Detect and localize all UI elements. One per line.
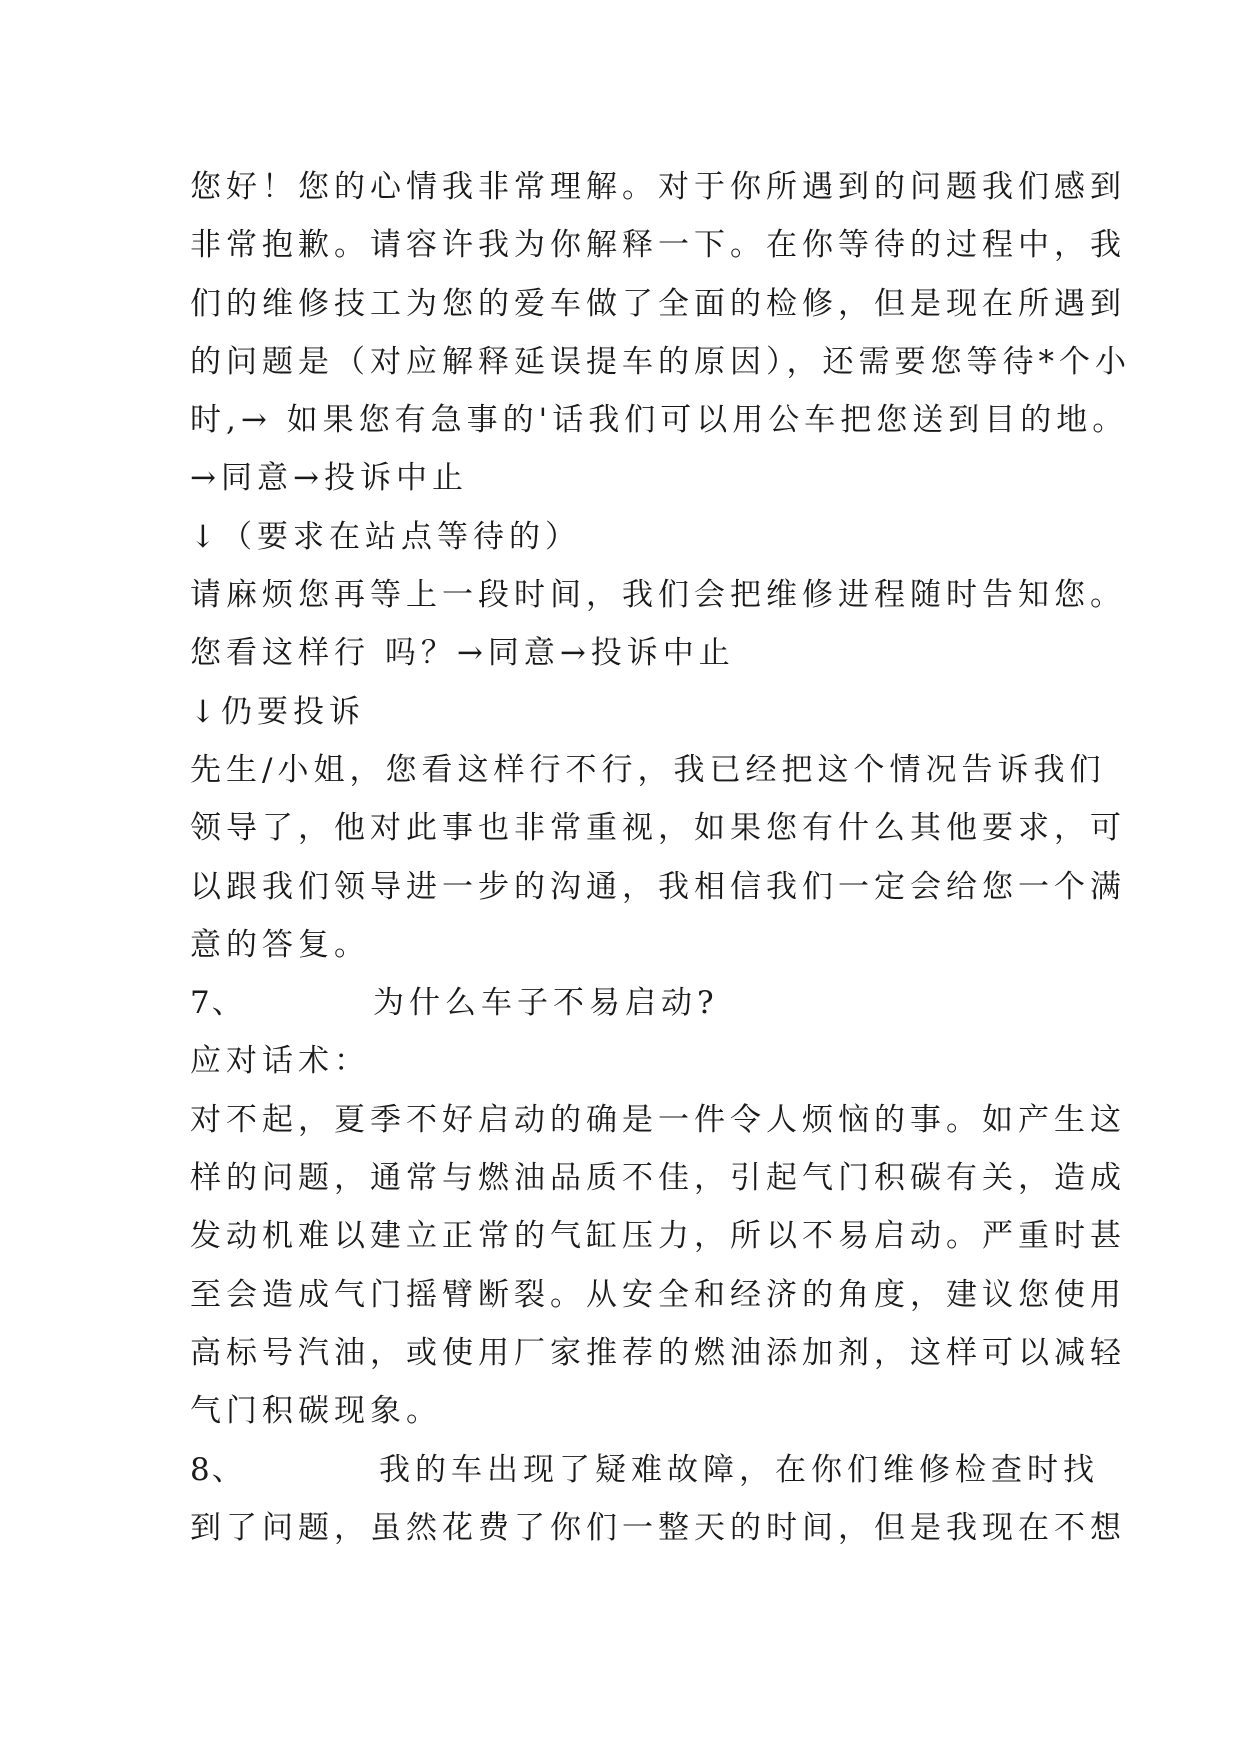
text-line: 时,→ 如果您有急事的'话我们可以用公车把您送到目的地。 [190, 402, 1129, 439]
text-line: 请麻烦您再等上一段时间，我们会把维修进程随时告知您。 [190, 577, 1126, 614]
text-line: 您好！您的心情我非常理解。对于你所遇到的问题我们感到 [190, 169, 1126, 205]
question-text: 我的车出现了疑难故障，在你们维修检查时找 [379, 1451, 1099, 1488]
question-number: 7、 [190, 985, 245, 1022]
text-line: 领导了，他对此事也非常重视，如果您有什么其他要求，可 [190, 810, 1126, 847]
text-line: ↓仍要投诉 [190, 693, 365, 730]
text-line: 高标号汽油，或使用厂家推荐的燃油添加剂，这样可以减轻 [190, 1334, 1126, 1371]
text-line: 们的维修技工为您的爱车做了全面的检修，但是现在所遇到 [190, 285, 1126, 322]
question-item-7 [190, 974, 1070, 1032]
text-line: 到了问题，虽然花费了你们一整天的时间，但是我现在不想 [190, 1509, 1126, 1546]
text-line: →同意→投诉中止 [190, 460, 468, 497]
text-line: 意的答复。 [190, 926, 370, 963]
text-line: 气门积碳现象。 [190, 1393, 442, 1430]
text-line: 非常抱歉。请容许我为你解释一下。在你等待的过程中，我 [190, 227, 1126, 264]
text-line: 对不起，夏季不好启动的确是一件令人烦恼的事。如产生这 [190, 1101, 1126, 1138]
text-line: 的问题是（对应解释延误提车的原因），还需要您等待*个小 [190, 343, 1131, 380]
question-text: 为什么车子不易启动? [373, 985, 719, 1022]
document-body [190, 158, 1131, 1557]
question-number: 8、 [190, 1451, 245, 1488]
text-line: 应对话术： [190, 1043, 370, 1080]
text-line: 样的问题，通常与燃油品质不佳，引起气门积碳有关，造成 [190, 1160, 1126, 1197]
text-line: 以跟我们领导进一步的沟通，我相信我们一定会给您一个满 [190, 868, 1126, 905]
text-line: 至会造成气门摇臂断裂。从安全和经济的角度，建议您使用 [190, 1276, 1126, 1313]
text-line: 您看这样行 吗？→同意→投诉中止 [190, 635, 735, 672]
text-line: ↓（要求在站点等待的） [190, 518, 581, 555]
text-line: 先生/小姐，您看这样行不行，我已经把这个情况告诉我们 [190, 751, 1106, 788]
text-line: 发动机难以建立正常的气缸压力，所以不易启动。严重时甚 [190, 1218, 1126, 1255]
question-item-8 [190, 1441, 1099, 1499]
